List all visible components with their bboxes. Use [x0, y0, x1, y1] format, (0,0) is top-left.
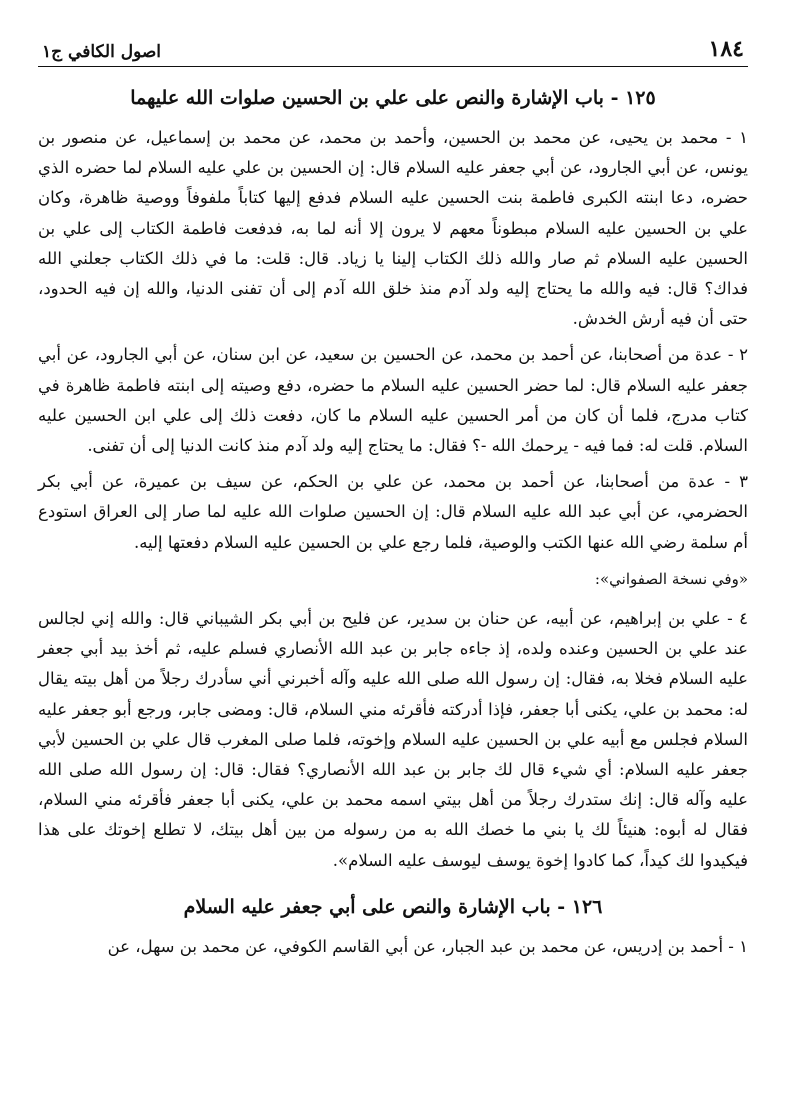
chapter-heading-126: ١٢٦ - باب الإشارة والنص على أبي جعفر عليه السلام — [183, 895, 603, 918]
page-header — [38, 28, 748, 67]
chapter-heading-125: ١٢٥ - باب الإشارة والنص على علي بن الحسين صلوات الله عليهما — [130, 87, 656, 109]
hadith-paragraph-2: ٢ - عدة من أصحابنا، عن أحمد بن محمد، عن الحسين بن سعيد، عن ابن سنان، عن أبي الجارود، عن أبي جعفر عليه السلام قال: لما حضر الحسين عليه السلام ما حضره، دفع وصيته إلى ابنته فاطمة ظاهرة في كتاب مدرج، فلما أن كان من أمر الحسين عليه السلام ما كان، دفعت ذلك إلى علي ابن الحسين عليه السلام. قلت له: فما فيه - يرحمك الله -؟ فقال: ما يحتاج إليه ولد آدم منذ كانت الدنيا إلى أن تفنى. — [38, 345, 748, 456]
hadith-paragraph-126-1: ١ - أحمد بن إدريس، عن محمد بن عبد الجبار، عن أبي القاسم الكوفي، عن محمد بن سهل، عن — [107, 936, 748, 956]
hadith-paragraph-1: ١ - محمد بن يحيى، عن محمد بن الحسين، وأحمد بن محمد، عن محمد بن إسماعيل، عن منصور بن يونس، عن أبي الجارود، عن أبي جعفر عليه السلام قال: إن الحسين بن علي عليه السلام لما حضره الذي حضره، دعا ابنته الكبرى فاطمة بنت الحسين عليه السلام فدفع إليها كتاباً ملفوفاً ووصية ظاهرة، وكان علي بن الحسين عليه السلام مبطوناً معهم لا يرون إلا أنه لما به، فدفعت فاطمة الكتاب إلى علي بن الحسين عليه السلام ثم صار والله ذلك الكتاب إلينا يا زياد. قال: قلت: ما في ذلك الكتاب جعلني الله فداك؟ قال: فيه والله ما يحتاج إليه ولد آدم منذ خلق الله آدم إلى أن تفنى الدنيا، والله إن فيه الحدود، حتى أن فيه أرش الخدش. — [38, 128, 748, 329]
running-title: اصول الكافي ج١ — [42, 42, 162, 62]
hadith-paragraph-4: ٤ - علي بن إبراهيم، عن أبيه، عن حنان بن سدير، عن فليح بن أبي بكر الشيباني قال: والله إني لجالس عند علي بن الحسين وعنده ولده، إذ جاءه جابر بن عبد الله الأنصاري فسلم عليه، ثم أخذ بيد أبي جعفر عليه السلام فخلا به، فقال: إن رسول الله صلى الله عليه وآله أخبرني أني سأدرك رجلاً من أهل بيته يقال له: محمد بن علي، يكنى أبا جعفر، فإذا أدركته فأقرئه مني السلام، قال: ومضى جابر، ورجع أبو جعفر عليه السلام فجلس مع أبيه علي بن الحسين عليه السلام وإخوته، فلما صلى المغرب قال علي بن الحسين لأبي جعفر عليه السلام: أي شيء قال لك جابر بن عبد الله الأنصاري؟ فقال: قال: إن رسول الله صلى الله عليه وآله قال: إنك ستدرك رجلاً من أهل بيتي اسمه محمد بن علي، يكنى أبا جعفر فأقرئه مني السلام، فقال له أبوه: هنيئاً لك يا بني ما خصك الله به من رسوله من بين أهل بيتك، لا تطلع إخوتك على هذا فيكيدوا لك كيداً، كما كادوا إخوة يوسف ليوسف عليه السلام». — [38, 609, 748, 870]
version-note: «وفي نسخة الصفواني»: — [594, 569, 748, 588]
page-number: ١٨٤ — [708, 36, 744, 62]
hadith-paragraph-3: ٣ - عدة من أصحابنا، عن أحمد بن محمد، عن علي بن الحكم، عن سيف بن عميرة، عن أبي بكر الحضرمي، عن أبي عبد الله عليه السلام قال: إن الحسين صلوات الله عليه لما صار إلى العراق استودع أم سلمة رضي الله عنها الكتب والوصية، فلما رجع علي بن الحسين عليه السلام دفعتها إليه. — [38, 472, 748, 552]
